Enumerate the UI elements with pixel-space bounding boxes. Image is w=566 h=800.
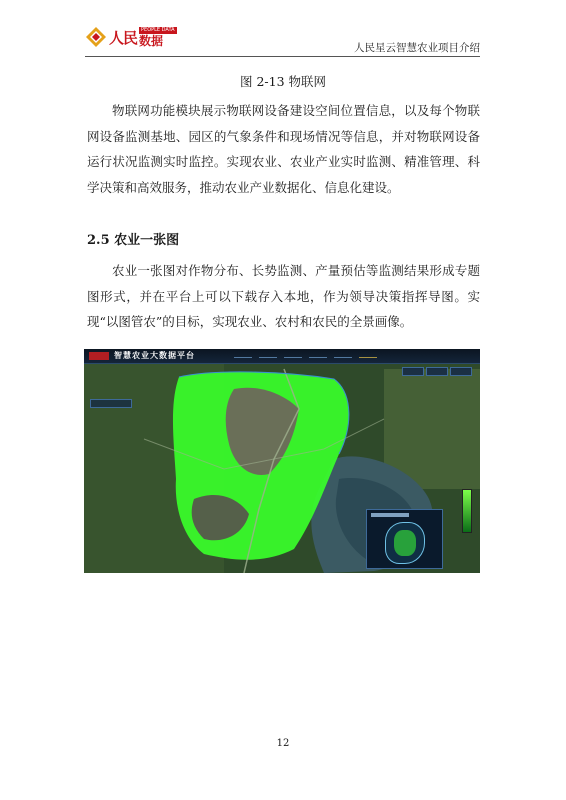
nav-item[interactable] [309, 352, 327, 358]
logo-people-text: 人民 [109, 28, 138, 47]
platform-title: 智慧农业大数据平台 [114, 351, 195, 360]
map-legend [462, 489, 472, 533]
nav-item[interactable] [334, 352, 352, 358]
figure-caption: 图 2-13 物联网 [239, 74, 327, 89]
agri-map-paragraph: 农业一张图对作物分布、长势监测、产量预估等监测结果形成专题图形式，并在平台上可以下载存入本地，作为领导决策指挥导图。实现“以图管农”的目标，实现农业、农村和农民的全景画像。 [87, 263, 480, 329]
map-control-button[interactable] [450, 367, 472, 376]
map-control-button[interactable] [426, 367, 448, 376]
platform-topbar [84, 349, 480, 364]
iot-paragraph: 物联网功能模块展示物联网设备建设空间位置信息，以及每个物联网设备监测基地、园区的气象条件和现场情况等信息，并对物联网设备运行状况监测实时监控。实现农业、农业产业实时监测、精准管理、科学决策和高效服务，推动农业产业数据化、信息化建设。 [87, 103, 480, 195]
page-header [85, 20, 480, 60]
nav-item-active[interactable] [359, 352, 377, 358]
inset-region-shape [385, 522, 425, 564]
document-title: 人民星云智慧农业项目介绍 [354, 42, 480, 54]
nav-item[interactable] [284, 352, 302, 358]
map-control-button[interactable] [402, 367, 424, 376]
platform-nav [234, 352, 384, 358]
logo-mark-icon [85, 26, 107, 48]
inset-map [366, 509, 443, 569]
nav-item[interactable] [234, 352, 252, 358]
logo-sub [139, 27, 177, 48]
logo-tag: PEOPLE DATA [141, 26, 175, 33]
section-heading: 2.5 农业一张图 [87, 233, 180, 248]
nav-item[interactable] [259, 352, 277, 358]
platform-screenshot [84, 349, 480, 573]
header-divider [85, 56, 480, 57]
logo-data-text: 数据 [139, 33, 164, 48]
region-selector[interactable] [90, 399, 132, 408]
platform-logo [89, 352, 109, 360]
page-number: 12 [276, 738, 290, 749]
inset-map-title [371, 513, 409, 517]
people-data-logo [85, 22, 177, 52]
